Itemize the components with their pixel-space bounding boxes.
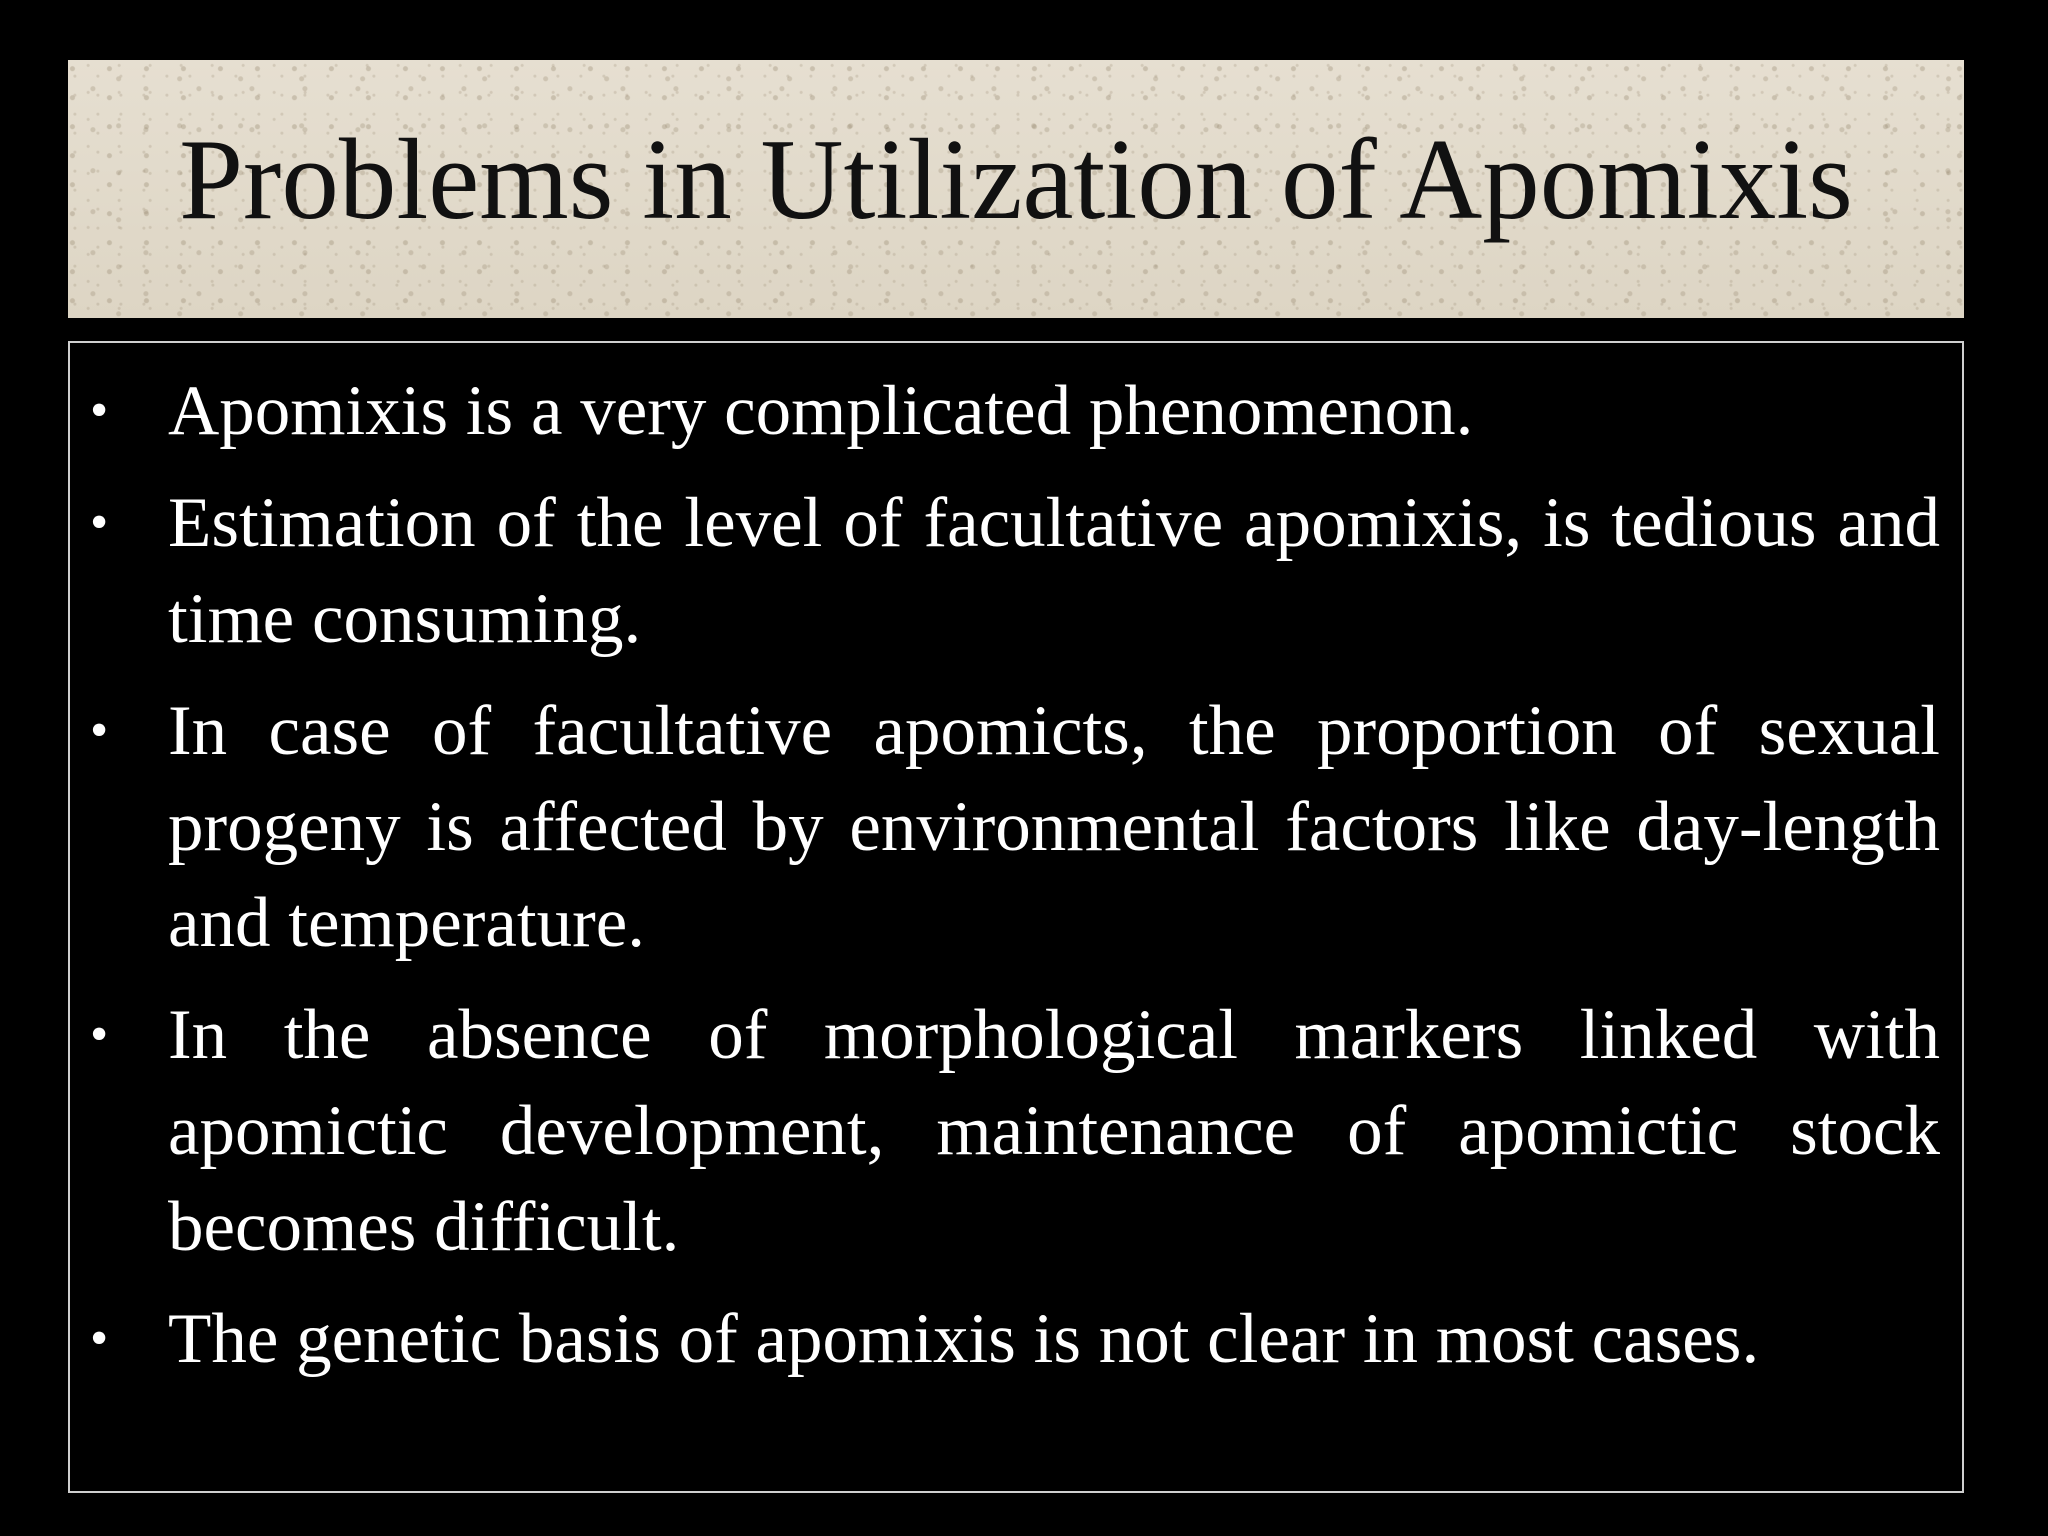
bullet-item — [70, 475, 1962, 667]
slide-title: Problems in Utilization of Apomixis — [179, 116, 1853, 243]
bullet-item — [70, 987, 1962, 1275]
bullet-item — [70, 683, 1962, 971]
bullet-text: Apomixis is a very complicated phenomenon. — [168, 372, 1474, 450]
bullet-marker: • — [90, 494, 109, 551]
content-box — [68, 341, 1964, 1493]
bullet-item — [70, 1291, 1962, 1387]
bullet-text: Estimation of the level of facultative apomixis, is tedious and time consuming. — [168, 484, 1940, 658]
bullet-marker: • — [90, 702, 109, 759]
bullet-text: In case of facultative apomicts, the proportion of sexual progeny is affected by environmental factors like day-length and temperature. — [168, 692, 1940, 962]
bullet-list — [70, 363, 1962, 1403]
bullet-marker: • — [90, 1006, 109, 1063]
bullet-marker: • — [90, 1310, 109, 1367]
bullet-item — [70, 363, 1962, 459]
bullet-text: In the absence of morphological markers linked with apomictic development, maintenance of apomictic stock becomes difficult. — [168, 996, 1940, 1266]
bullet-text: The genetic basis of apomixis is not clear in most cases. — [168, 1300, 1760, 1378]
title-band — [68, 60, 1964, 318]
bullet-marker: • — [90, 382, 109, 439]
